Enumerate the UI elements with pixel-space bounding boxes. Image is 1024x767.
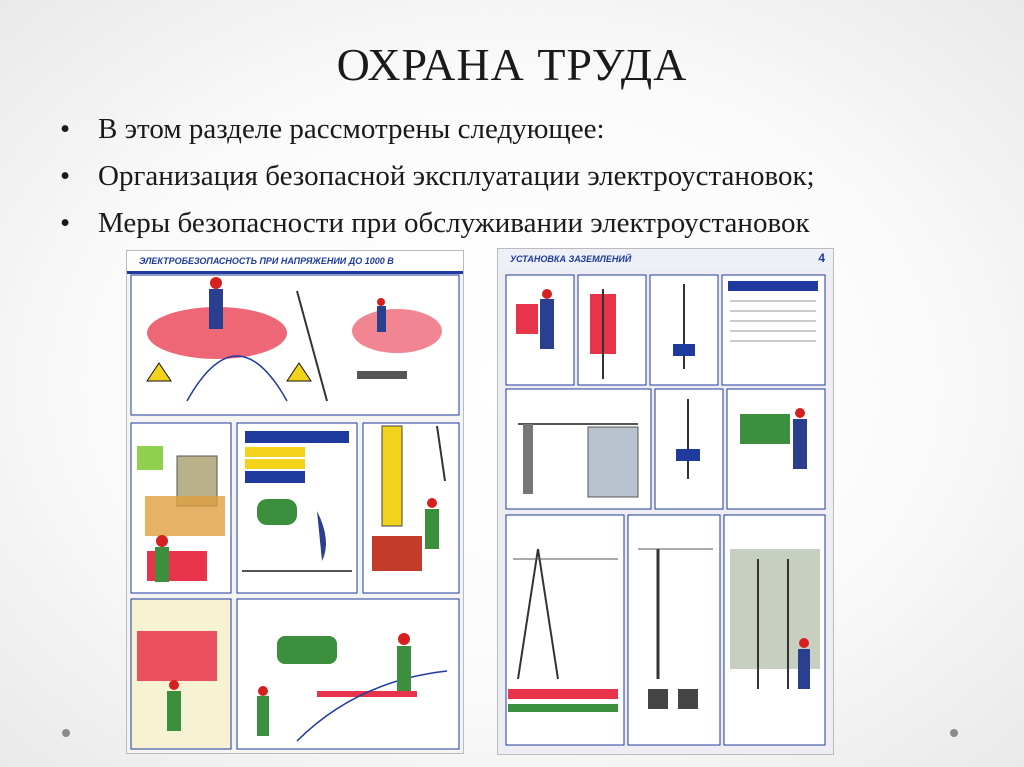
poster-grounding-installation	[497, 248, 834, 755]
poster-grounding-illustration	[498, 249, 833, 754]
poster-electrical-safety	[126, 250, 464, 754]
poster-grounding-header: УСТАНОВКА ЗАЗЕМЛЕНИЙ	[498, 249, 833, 269]
bullet-list	[60, 106, 815, 247]
decor-dot-left	[62, 729, 70, 737]
poster-number: 4	[818, 251, 825, 265]
bullet-text: Меры безопасности при обслуживании электроустановок	[98, 207, 810, 239]
bullet-marker: •	[60, 160, 71, 192]
poster-electrical-safety-illustration	[127, 251, 463, 753]
poster-electrical-safety-header: ЭЛЕКТРОБЕЗОПАСНОСТЬ ПРИ НАПРЯЖЕНИИ ДО 1000 В	[127, 251, 463, 274]
bullet-text: Организация безопасной эксплуатации электроустановок;	[98, 160, 815, 192]
bullet-text: В этом разделе рассмотрены следующее:	[98, 113, 605, 145]
bullet-marker: •	[60, 113, 71, 145]
bullet-item	[60, 153, 815, 200]
bullet-item	[60, 200, 815, 247]
decor-dot-right	[950, 729, 958, 737]
slide-title: ОХРАНА ТРУДА	[336, 39, 688, 90]
bullet-marker: •	[60, 207, 71, 239]
bullet-item	[60, 106, 815, 153]
